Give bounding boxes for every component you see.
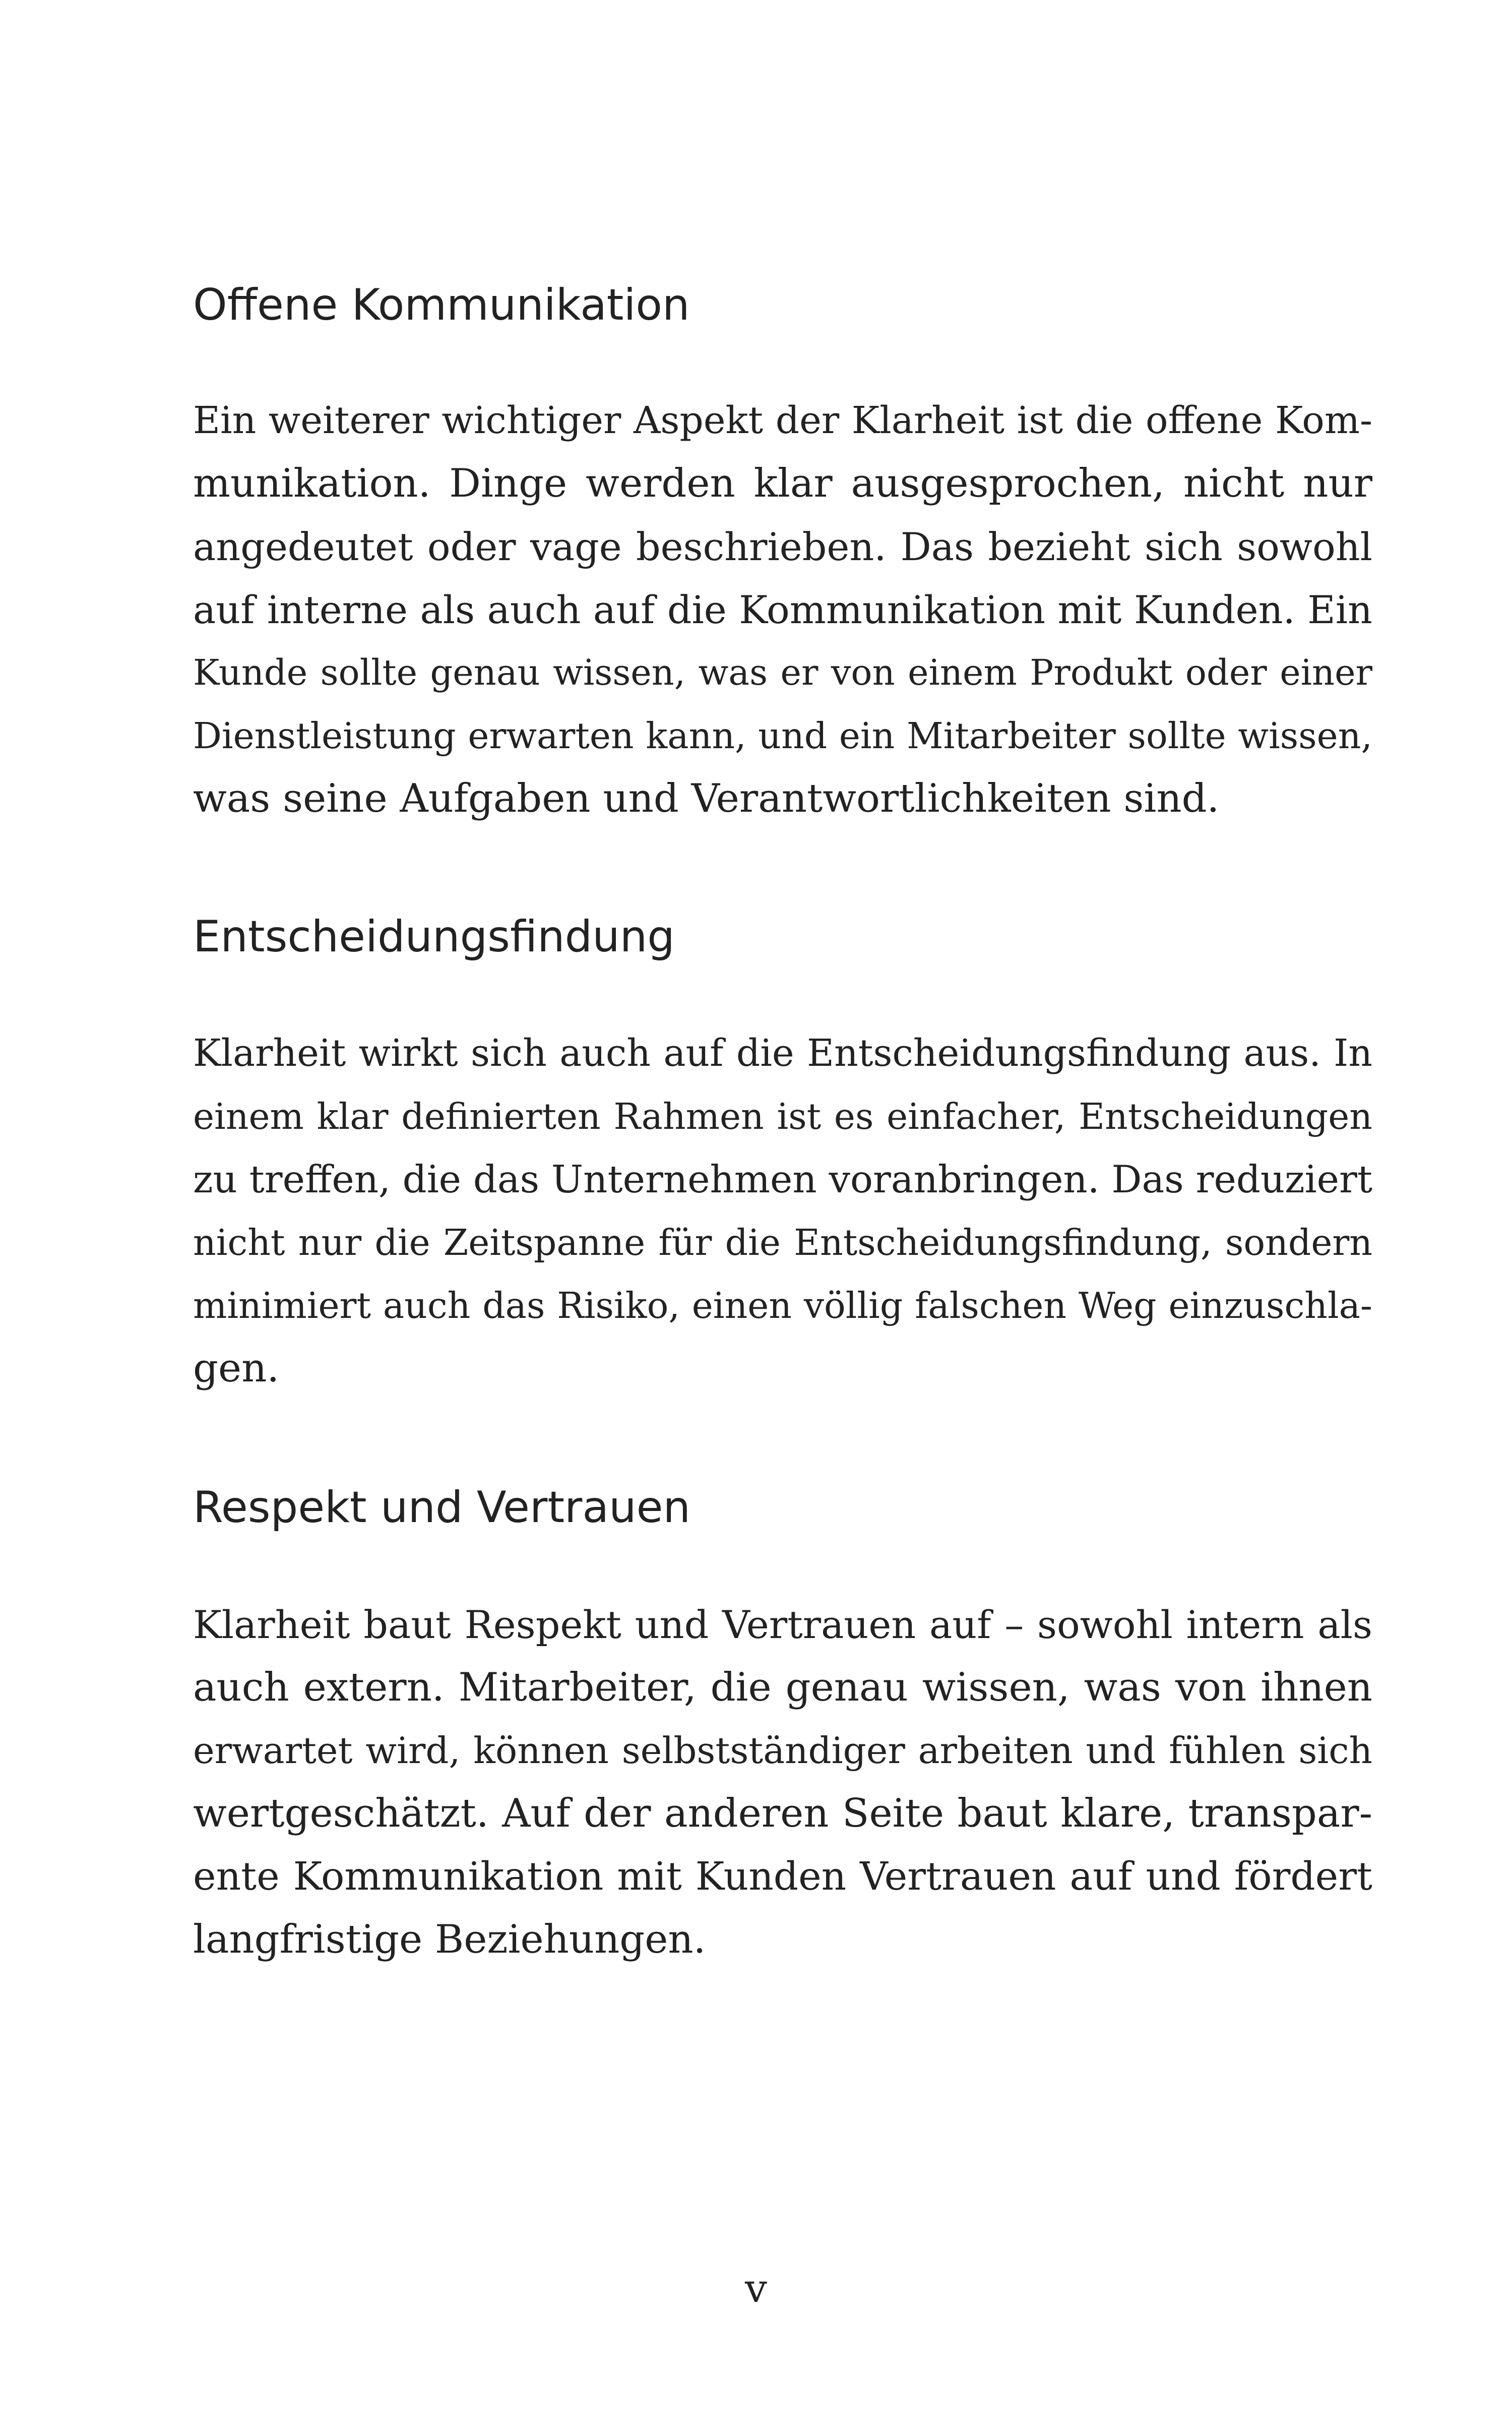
paragraph-offene-kommunikation [193,389,1372,830]
paragraph-line: einem klar definierten Rahmen ist es einfacher, Entscheidungen [193,1096,1372,1137]
paragraph-line: Kunde sollte genau wissen, was er von einem Produkt oder einer [193,652,1372,693]
paragraph-line: Klarheit wirkt sich auch auf die Entscheidungsfindung aus. In [193,1032,1372,1075]
paragraph-line: angedeutet oder vage beschrieben. Das bezieht sich sowohl [193,524,1372,569]
paragraph-line: gen. [193,1346,280,1391]
paragraph-line: munikation. Dinge werden klar ausgesprochen, nicht nur [193,461,1372,506]
paragraph-line: erwartet wird, können selbstständiger arbeiten und fühlen sich [193,1729,1372,1772]
paragraph-line: nicht nur die Zeitspanne für die Entscheidungsfindung, sondern [193,1222,1372,1263]
paragraph-line: Klarheit baut Respekt und Vertrauen auf – sowohl intern als [193,1602,1372,1647]
paragraph-respekt-und-vertrauen [193,1593,1372,1971]
paragraph-line: Ein weiterer wichtiger Aspekt der Klarheit ist die offene Kom- [193,399,1372,442]
paragraph-line: Dienstleistung erwarten kann, und ein Mitarbeiter sollte wissen, [193,715,1372,757]
paragraph-entscheidungsfindung [193,1022,1372,1400]
paragraph-line: ente Kommunikation mit Kunden Vertrauen auf und fördert [193,1854,1372,1899]
section-heading-entscheidungsfindung: Entscheidungsfindung [193,912,675,962]
paragraph-line: was seine Aufgaben und Verantwortlichkeiten sind. [193,776,1220,821]
paragraph-line: auf interne als auch auf die Kommunikation mit Kunden. Ein [193,587,1372,632]
paragraph-line: auch extern. Mitarbeiter, die genau wissen, was von ihnen [193,1665,1372,1710]
paragraph-line: langfristige Beziehungen. [193,1917,706,1962]
paragraph-line: minimiert auch das Risiko, einen völlig falschen Weg einzuschla- [193,1285,1372,1326]
section-heading-offene-kommunikation: Offene Kommunikation [193,280,690,330]
page-number: v [744,2266,768,2312]
section-heading-respekt-und-vertrauen: Respekt und Vertrauen [193,1482,691,1533]
paragraph-line: wertgeschätzt. Auf der anderen Seite baut klare, transpar- [193,1791,1372,1836]
paragraph-line: zu treffen, die das Unternehmen voranbringen. Das reduziert [193,1157,1373,1201]
